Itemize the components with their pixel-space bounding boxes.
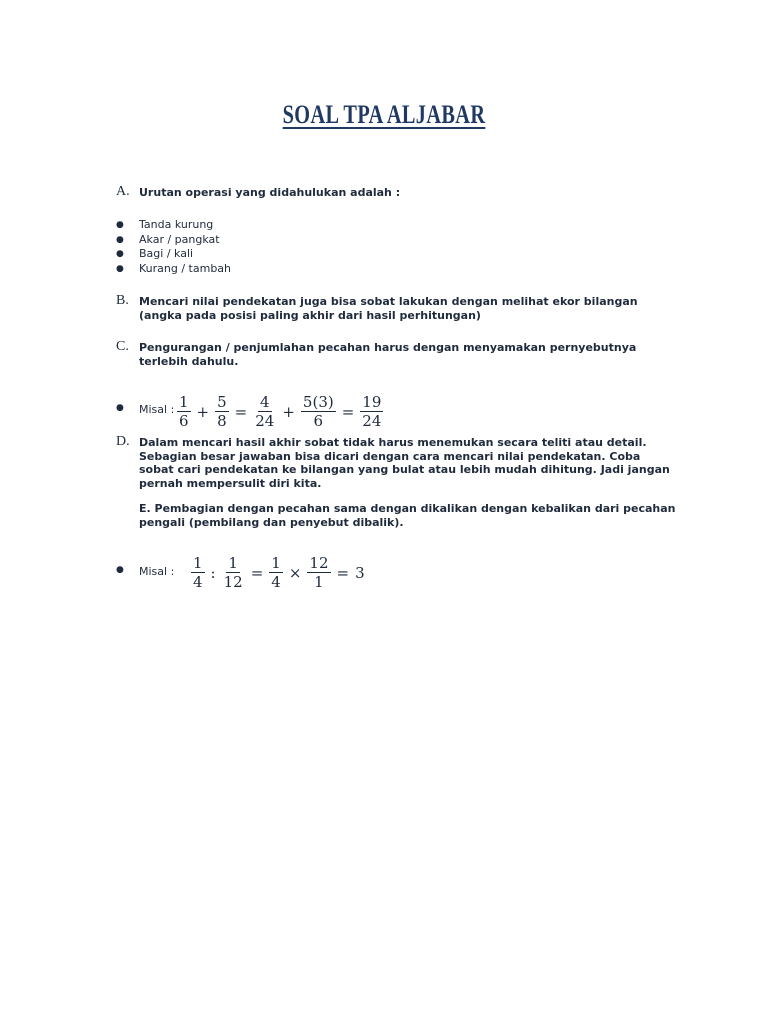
fraction: $\frac{12}{1}$ [309,554,329,591]
section-letter: A. [116,184,130,199]
fraction: $\frac{1}{4}$ [271,554,281,591]
fraction: $\frac{1}{4}$ [193,554,203,591]
section-c [116,341,676,368]
bullet-icon: ● [116,403,124,413]
section-letter: D. [116,434,130,449]
section-text: E. Pembagian dengan pecahan sama dengan dikalikan dengan kebalikan dari pecahan pengali (pembilang dan penyebut dibalik). [139,502,676,529]
result-value: 3 [355,563,365,582]
bullet-icon: ● [116,264,124,275]
section-text: Urutan operasi yang didahulukan adalah : [139,186,401,199]
section-letter: B. [116,293,129,308]
list-item: ● Tanda kurung [116,218,214,231]
list-item: ● Akar / pangkat [116,232,220,246]
list-item: ● Bagi / kali [116,247,194,261]
fraction: $\frac{5}{8}$ [217,393,227,430]
fraction-addition-formula: $\frac{1}{6}$ + $\frac{5}{8}$ = $\frac{4}{24}$ + $\frac{5(3)}{6}$ = $\frac{19}{24}$ [179,393,382,430]
section-a [116,186,676,200]
list-item: ● Kurang / tambah [116,262,232,276]
fraction: $\frac{4}{24}$ [255,393,275,430]
section-e [116,502,676,529]
section-b [116,295,676,322]
example-label: Misal : [139,565,175,578]
section-letter: C. [116,339,129,354]
section-d [116,436,676,490]
page-title: SOAL TPA ALJABAR [282,100,486,129]
bullet-icon: ● [116,565,124,575]
bullet-icon: ● [116,234,124,245]
fraction-division-formula: $\frac{1}{4}$ : $\frac{1}{12}$ = $\frac{1}{4}$ × $\frac{12}{1}$ = 3 [193,554,365,591]
fraction: $\frac{1}{6}$ [179,393,189,430]
bullet-icon: ● [116,249,124,260]
operation-order-list [116,218,231,277]
example-label: Misal : [139,403,175,416]
bullet-icon: ● [116,220,124,230]
section-text: Pengurangan / penjumlahan pecahan harus dengan menyamakan pernyebutnya terlebih dahulu. [139,341,637,368]
fraction: $\frac{1}{12}$ [223,554,243,591]
fraction: $\frac{19}{24}$ [362,393,382,430]
section-text: Mencari nilai pendekatan juga bisa sobat lakukan dengan melihat ekor bilangan (angka pada posisi paling akhir dari hasil perhitungan) [139,295,638,322]
fraction: $\frac{5(3)}{6}$ [302,393,334,430]
section-text: Dalam mencari hasil akhir sobat tidak harus menemukan secara teliti atau detail. Sebagian besar jawaban bisa dicari dengan cara mencari nilai pendekatan. Coba sobat cari pendekatan ke bilangan yang bulat atau lebih mudah dihitung. Jadi jangan pernah mempersulit diri kita. [139,436,670,490]
